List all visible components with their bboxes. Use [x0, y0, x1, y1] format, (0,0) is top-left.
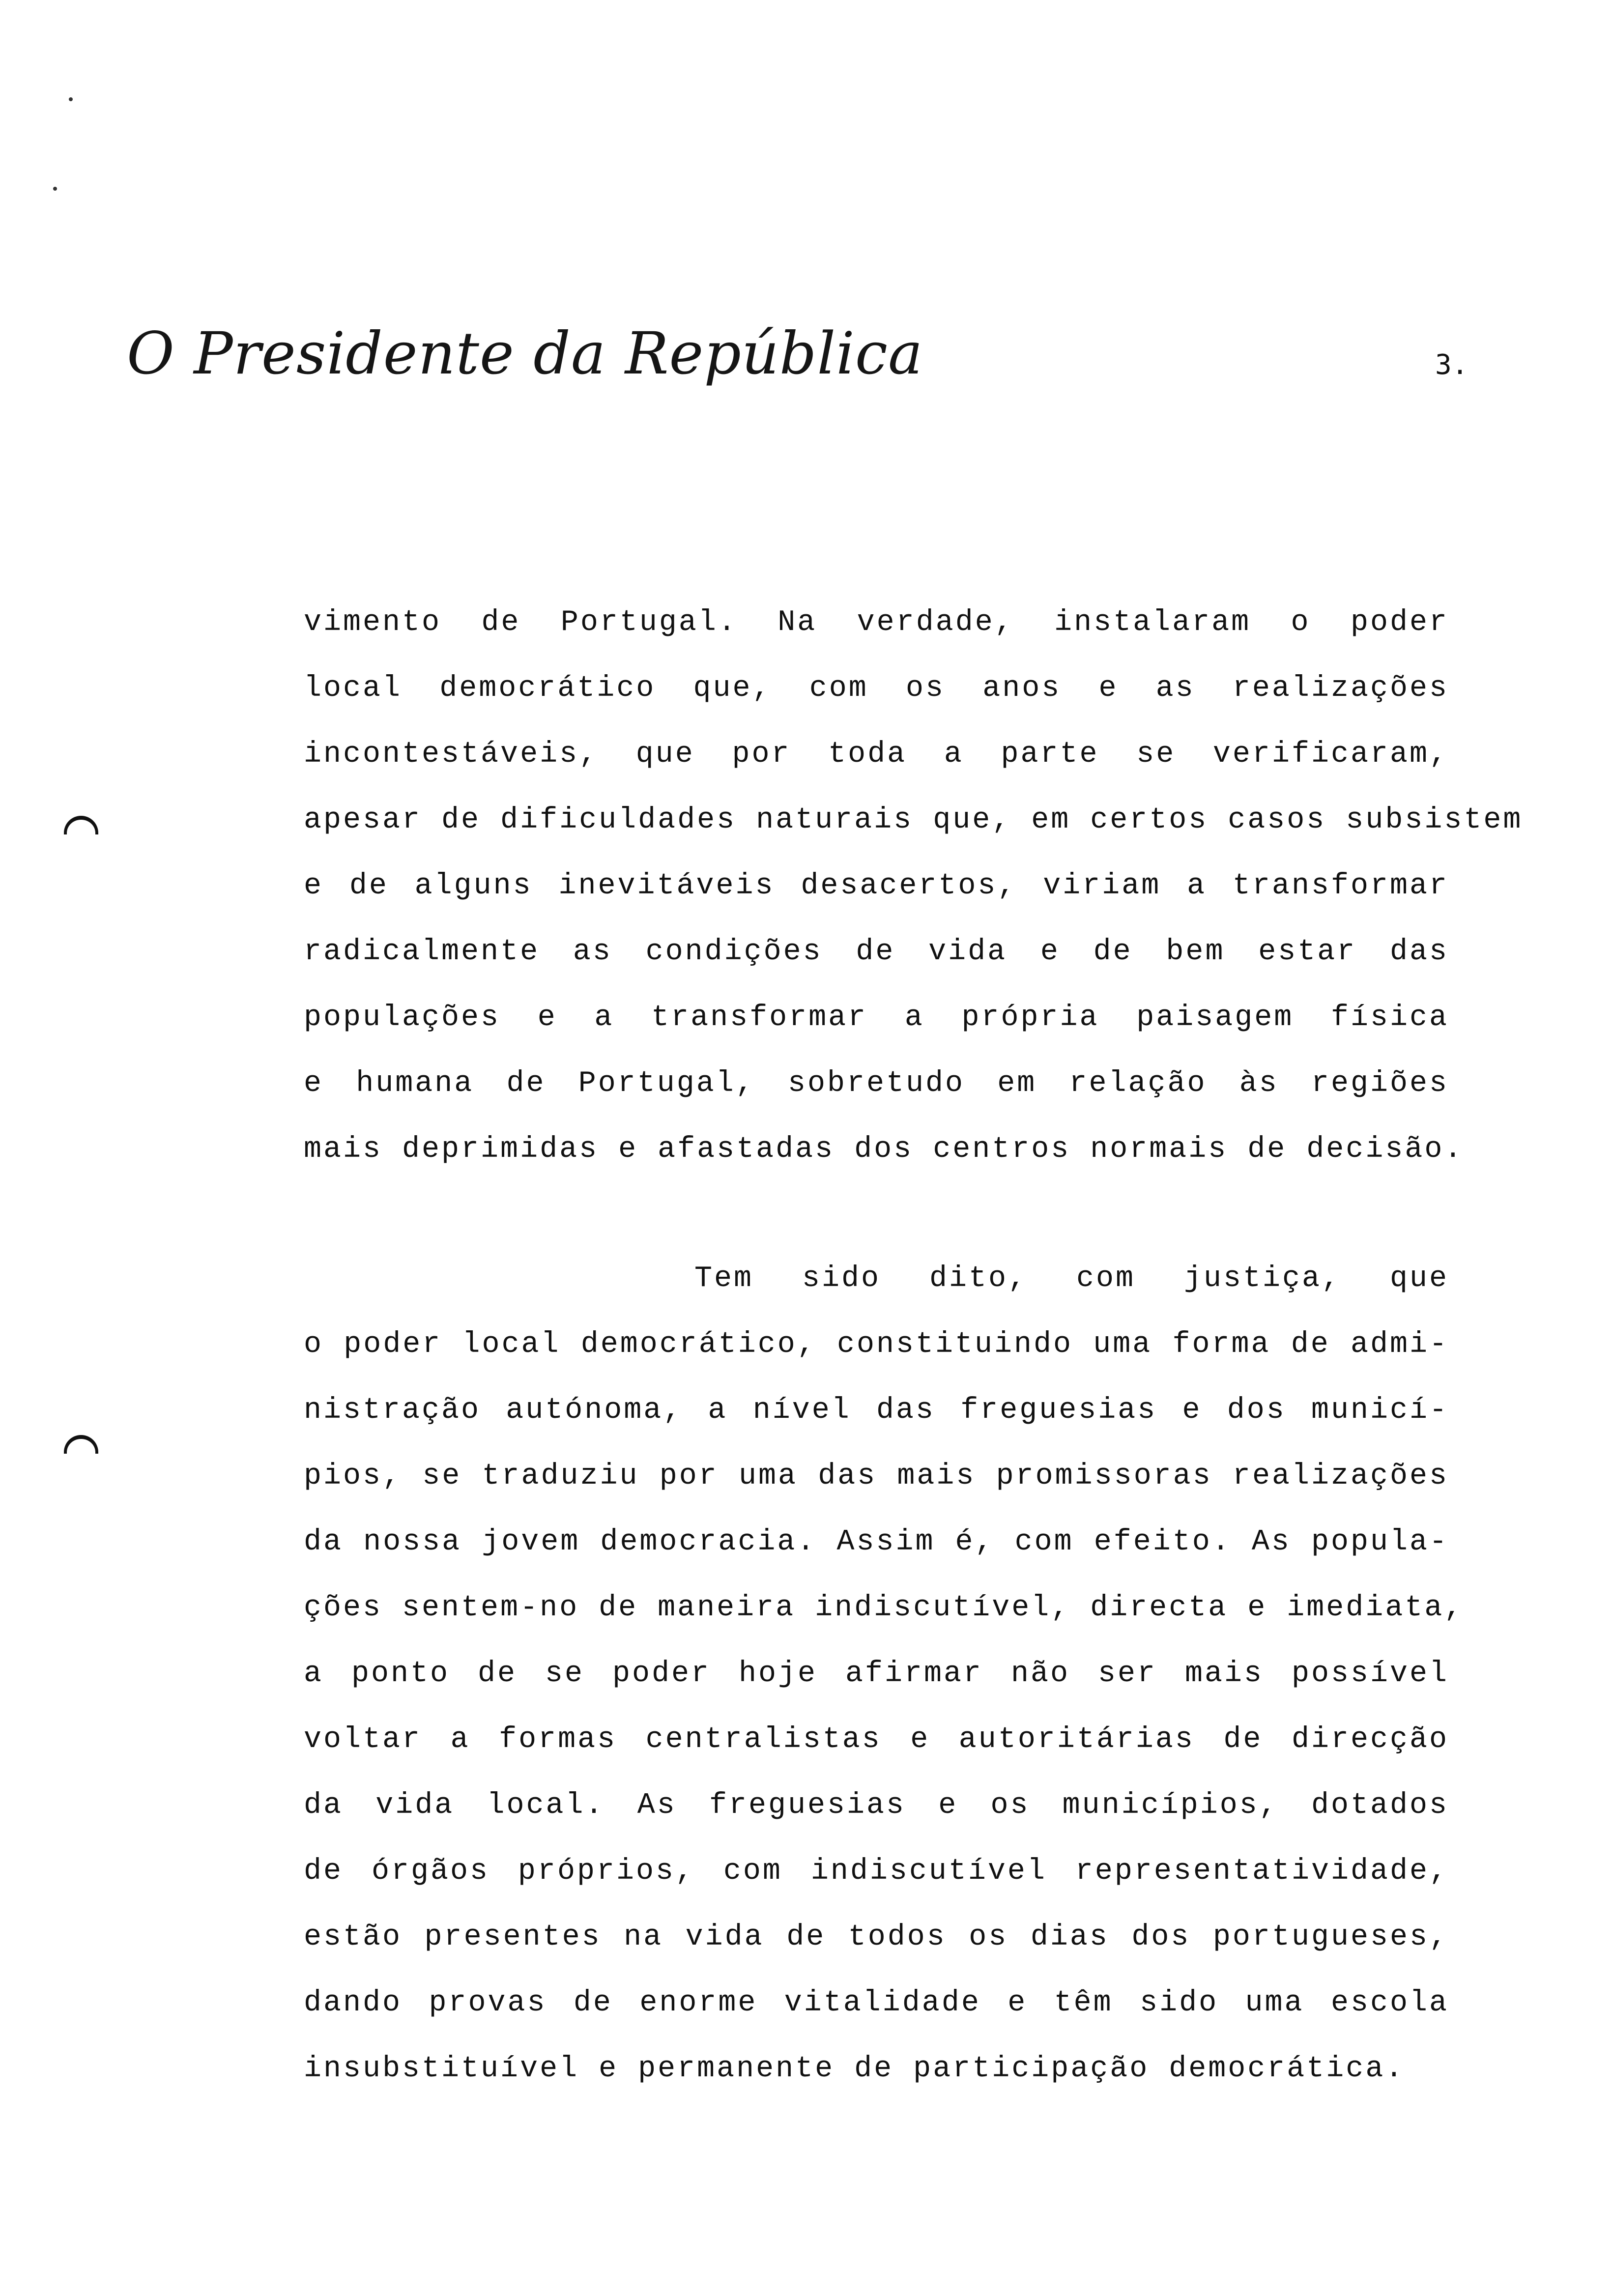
text-line: e humana de Portugal, sobretudo em relação às regiões: [304, 1067, 1449, 1100]
text-line: radicalmente as condições de vida e de bem estar das: [304, 935, 1449, 969]
letterhead-title: O Presidente da República: [127, 319, 923, 387]
text-line: Tem sido dito, com justiça, que: [694, 1262, 1449, 1295]
text-line: insubstituível e permanente de participação democrática.: [304, 2052, 1405, 2086]
margin-bracket-mark: [64, 1435, 98, 1454]
text-line: local democrático que, com os anos e as realizações: [304, 672, 1449, 705]
page-number: 3.: [1435, 349, 1468, 381]
text-line: vimento de Portugal. Na verdade, instalaram o poder: [304, 606, 1449, 639]
text-line: incontestáveis, que por toda a parte se verificaram,: [304, 738, 1449, 771]
text-line: de órgãos próprios, com indiscutível representatividade,: [304, 1855, 1449, 1888]
text-line: nistração autónoma, a nível das freguesias e dos municí-: [304, 1394, 1449, 1427]
text-line: mais deprimidas e afastadas dos centros normais de decisão.: [304, 1133, 1464, 1166]
text-line: dando provas de enorme vitalidade e têm sido uma escola: [304, 1986, 1449, 2020]
text-line: voltar a formas centralistas e autoritárias de direcção: [304, 1723, 1449, 1756]
text-line: a ponto de se poder hoje afirmar não ser mais possível: [304, 1657, 1449, 1691]
text-line: estão presentes na vida de todos os dias dos portugueses,: [304, 1921, 1449, 1954]
text-line: pios, se traduziu por uma das mais promissoras realizações: [304, 1460, 1449, 1493]
text-line: e de alguns inevitáveis desacertos, viriam a transformar: [304, 869, 1449, 903]
text-line: apesar de dificuldades naturais que, em certos casos subsistem: [304, 804, 1523, 837]
text-line: o poder local democrático, constituindo uma forma de admi-: [304, 1328, 1449, 1361]
text-line: populações e a transformar a própria paisagem física: [304, 1001, 1449, 1034]
text-line: ções sentem-no de maneira indiscutível, directa e imediata,: [304, 1591, 1464, 1625]
text-line: da vida local. As freguesias e os municípios, dotados: [304, 1789, 1449, 1822]
paragraph-1: [304, 590, 1523, 1182]
scan-speck: [69, 97, 73, 101]
paragraph-2: [304, 1246, 1464, 2102]
scan-speck: [53, 187, 57, 191]
text-line: da nossa jovem democracia. Assim é, com efeito. As popula-: [304, 1525, 1449, 1559]
margin-bracket-mark: [64, 816, 98, 834]
